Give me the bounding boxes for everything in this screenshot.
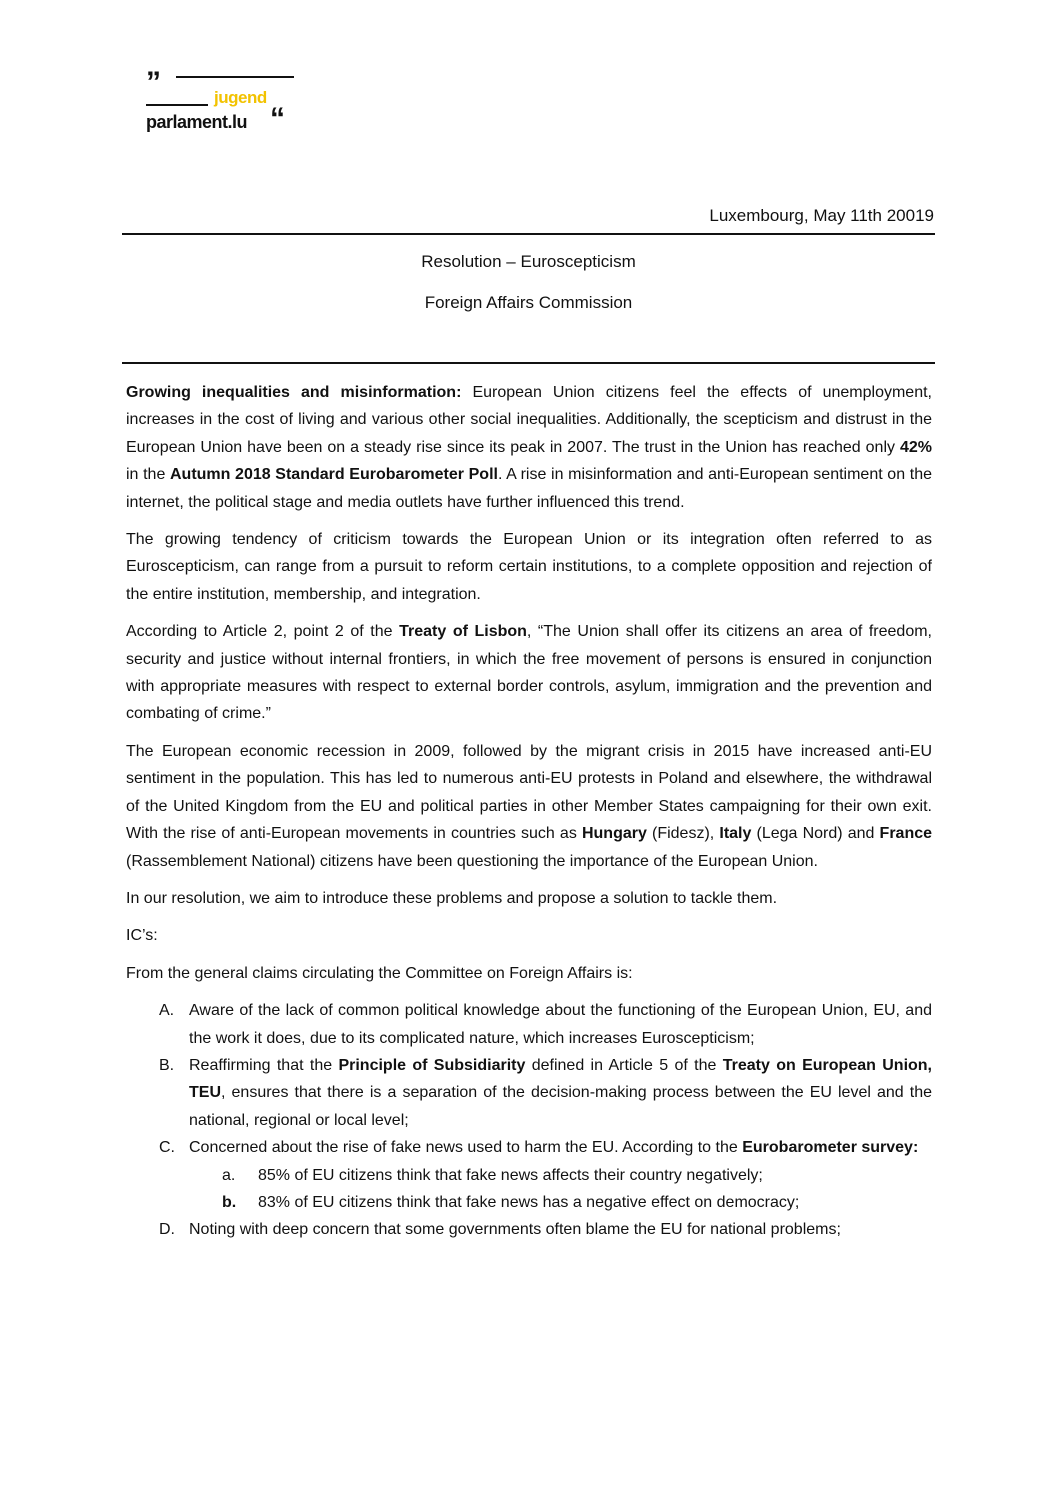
sub-clause-text: 83% of EU citizens think that fake news has a negative effect on democracy; xyxy=(258,1193,800,1211)
paragraph-text: in the xyxy=(126,466,170,484)
jugendparlament-logo xyxy=(146,68,306,138)
clause-text: Noting with deep concern that some governments often blame the EU for national problems; xyxy=(189,1221,841,1239)
treaty-name: Treaty of Lisbon xyxy=(399,623,527,641)
paragraph-aim: In our resolution, we aim to introduce these problems and propose a solution to tackle them. xyxy=(126,889,778,907)
sub-clause-text: 85% of EU citizens think that fake news affects their country negatively; xyxy=(258,1166,763,1184)
logo-word-jugend: jugend xyxy=(214,88,267,107)
paragraph-claims-intro: From the general claims circulating the Committee on Foreign Affairs is: xyxy=(126,964,633,982)
paragraph-recession xyxy=(126,738,932,875)
clause-marker: A. xyxy=(159,1002,175,1020)
clause-marker: B. xyxy=(159,1056,175,1074)
clause-marker: C. xyxy=(159,1139,175,1157)
clause-text: Reaffirming that the xyxy=(189,1056,339,1074)
sub-clause-marker: a. xyxy=(222,1166,236,1184)
document-subtitle: Foreign Affairs Commission xyxy=(424,293,633,312)
logo-line-middle xyxy=(146,104,208,106)
paragraph-text: According to Article 2, point 2 of the xyxy=(126,623,400,641)
clause-item xyxy=(126,1134,932,1216)
sub-clause-list xyxy=(189,1162,932,1217)
logo-line-top xyxy=(176,76,294,78)
clause-text: , ensures that there is a separation of the decision-making process between the EU level and the national, regional or local level; xyxy=(189,1084,932,1129)
dateline: Luxembourg, May 11th 20019 xyxy=(709,206,934,225)
sub-clause-item xyxy=(126,1189,932,1216)
eurobarometer-poll-name: Autumn 2018 Standard Eurobarometer Poll xyxy=(169,466,498,484)
paragraph-text: . A rise in misinformation and anti-European sentiment on the internet, the political stage and media outlets have further influenced this trend. xyxy=(126,466,932,511)
principle-name: Principle of Subsidiarity xyxy=(338,1056,526,1074)
clause-item xyxy=(126,1052,932,1134)
paragraph-euroscepticism-definition: The growing tendency of criticism towards the European Union or its integration often referred to as Euroscepticism, can range from a pursuit to reform certain institutions, to a complete opposition and rejection of the entire institution, membership, and integration. xyxy=(126,531,932,603)
sub-clause-item xyxy=(126,1162,932,1189)
paragraph-lead: Growing inequalities and misinformation: xyxy=(126,384,462,401)
document-title: Resolution – Euroscepticism xyxy=(421,252,636,271)
paragraph-text: (Rassemblement National) citizens have been questioning the importance of the European Union. xyxy=(126,852,818,870)
clause-marker: D. xyxy=(159,1221,175,1239)
header-rule-top xyxy=(122,233,935,235)
logo-quote-open: ” xyxy=(146,66,161,99)
treaty-name: Treaty on European Union, TEU xyxy=(189,1056,932,1102)
paragraph-text: , “The Union shall offer its citizens an area of freedom, security and justice without internal frontiers, in which the free movement of persons is ensured in conjunction with appropriate measures with respect to external border controls, asylum, immigration and the prevention and combating of crime.” xyxy=(126,623,933,723)
clause-text: Aware of the lack of common political knowledge about the functioning of the European Union, EU, and the work it does, due to its complicated nature, which increases Euroscepticism; xyxy=(189,1002,932,1047)
resolution-body xyxy=(126,379,932,1244)
clause-item xyxy=(126,1216,932,1243)
paragraph-text: The European economic recession in 2009, followed by the migrant crisis in 2015 have increased anti-EU sentiment in the population. This has led to numerous anti-EU protests in Poland and elsewhere, the withdrawal of the United Kingdom from the EU and political parties in other Member States campaigning for their own exit. With the rise of anti-European movements in countries such as xyxy=(126,742,932,843)
clause-list xyxy=(126,997,932,1244)
paragraph-text: (Lega Nord) and xyxy=(751,825,880,843)
clause-text: defined in Article 5 of the xyxy=(525,1056,723,1074)
paragraph-treaty-of-lisbon xyxy=(126,618,932,728)
header-rule-bottom xyxy=(122,362,935,364)
paragraph-inequalities xyxy=(126,379,932,516)
country-italy: Italy xyxy=(719,825,752,843)
clause-text: Concerned about the rise of fake news used to harm the EU. According to the xyxy=(189,1139,743,1157)
paragraph-ics-heading: IC’s: xyxy=(126,927,158,945)
paragraph-text: European Union citizens feel the effects of unemployment, increases in the cost of living and various other social inequalities. Additionally, the scepticism and distrust in the European Union have been on a steady rise since its peak in 2007. The trust in the Union has reached only xyxy=(126,384,932,456)
logo-quote-close: “ xyxy=(270,102,285,135)
survey-name: Eurobarometer survey: xyxy=(742,1139,919,1157)
country-france: France xyxy=(879,825,933,843)
logo-word-parlament: parlament.lu xyxy=(146,112,248,132)
trust-percentage: 42% xyxy=(899,438,932,456)
clause-item xyxy=(126,997,932,1052)
country-hungary: Hungary xyxy=(581,825,647,843)
sub-clause-marker: b. xyxy=(222,1193,237,1211)
paragraph-text: (Fidesz), xyxy=(646,825,720,843)
